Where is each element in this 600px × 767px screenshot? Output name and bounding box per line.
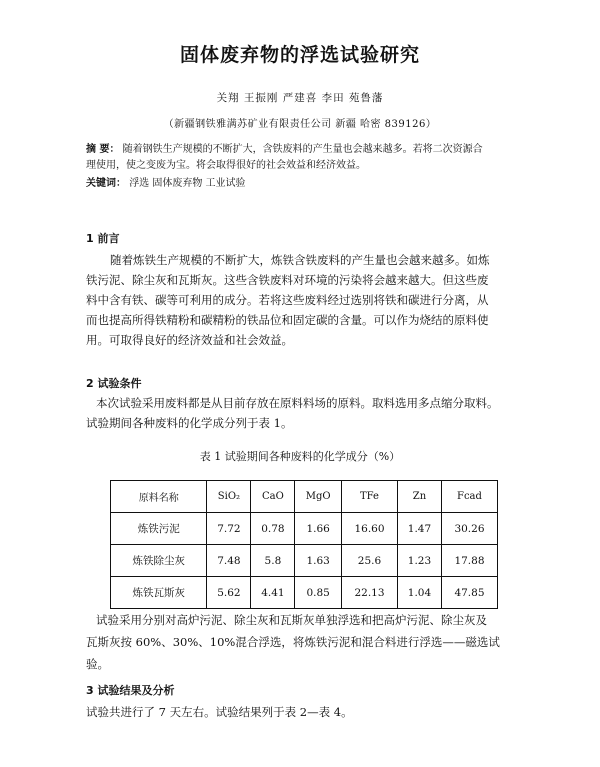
table-cell: 1.47 bbox=[397, 513, 441, 545]
table-cell: 16.60 bbox=[341, 513, 397, 545]
table-cell: 5.62 bbox=[207, 577, 251, 609]
table-cell: 1.66 bbox=[295, 513, 342, 545]
keywords-text: 浮选 固体废弃物 工业试验 bbox=[129, 178, 246, 189]
table-header-cell: 原料名称 bbox=[111, 481, 207, 513]
section-3-line: 试验共进行了 7 天左右。试验结果列于表 2—表 4。 bbox=[86, 705, 353, 719]
table-cell: 22.13 bbox=[341, 577, 397, 609]
abstract-text-1: 随着钢铁生产规模的不断扩大，含铁废料的产生量也会越来越多。若将二次资源合 bbox=[122, 144, 483, 155]
table-cell: 7.48 bbox=[207, 545, 251, 577]
table-header-row bbox=[111, 481, 498, 513]
table-header-cell: CaO bbox=[251, 481, 295, 513]
keywords-label: 关键词： bbox=[86, 178, 126, 189]
table-row bbox=[111, 513, 498, 545]
section-3-heading: 3 试验结果及分析 bbox=[86, 684, 175, 697]
paper-title: 固体废弃物的浮选试验研究 bbox=[179, 44, 420, 66]
section-2-line: 试验期间各种废料的化学成分列于表 1。 bbox=[86, 416, 293, 430]
table-cell: 1.04 bbox=[397, 577, 441, 609]
section-1-line: 用。可取得良好的经济效益和社会效益。 bbox=[86, 333, 293, 347]
section-2-line: 本次试验采用废料都是从目前存放在原料料场的原料。取料选用多点缩分取料。 bbox=[96, 396, 499, 410]
section-1-line: 随着炼铁生产规模的不断扩大，炼铁含铁废料的产生量也会越来越多。如炼 bbox=[110, 253, 490, 267]
section-1-heading: 1 前言 bbox=[86, 232, 120, 245]
table-cell: 1.23 bbox=[397, 545, 441, 577]
affiliation: （新疆钢铁雅满苏矿业有限责任公司 新疆 哈密 839126） bbox=[163, 119, 437, 130]
table-cell: 17.88 bbox=[441, 545, 497, 577]
table-cell: 1.63 bbox=[295, 545, 342, 577]
table-1-caption: 表 1 试验期间各种废料的化学成分（%） bbox=[199, 450, 401, 463]
table-cell: 0.78 bbox=[251, 513, 295, 545]
table-cell: 4.41 bbox=[251, 577, 295, 609]
abstract-label: 摘 要： bbox=[86, 144, 120, 155]
table-cell: 7.72 bbox=[207, 513, 251, 545]
table-cell: 30.26 bbox=[441, 513, 497, 545]
table-header-cell: MgO bbox=[295, 481, 342, 513]
table-1 bbox=[110, 480, 498, 609]
table-header-cell: Fcad bbox=[441, 481, 497, 513]
section-1-line: 料中含有铁、碳等可利用的成分。若将这些废料经过选别将铁和碳进行分离，从 bbox=[86, 293, 489, 307]
abstract-line-2: 理使用，使之变废为宝。将会取得很好的社会效益和经济效益。 bbox=[86, 160, 366, 171]
table-header-cell: SiO₂ bbox=[207, 481, 251, 513]
table-header-cell: TFe bbox=[341, 481, 397, 513]
table-cell: 5.8 bbox=[251, 545, 295, 577]
paragraph-line: 验。 bbox=[86, 657, 109, 671]
table-row bbox=[111, 545, 498, 577]
table-cell: 炼铁污泥 bbox=[111, 513, 207, 545]
table-header-cell: Zn bbox=[397, 481, 441, 513]
abstract-line-1 bbox=[86, 142, 483, 158]
section-2-heading: 2 试验条件 bbox=[86, 377, 142, 390]
section-1-line: 铁污泥、除尘灰和瓦斯灰。这些含铁废料对环境的污染将会越来越大。但这些废 bbox=[86, 273, 489, 287]
paragraph-line: 瓦斯灰按 60%、30%、10%混合浮选，将炼铁污泥和混合料进行浮选——磁选试 bbox=[86, 635, 500, 649]
table-cell: 炼铁除尘灰 bbox=[111, 545, 207, 577]
keywords-line bbox=[86, 176, 246, 192]
table-row bbox=[111, 577, 498, 609]
table-cell: 25.6 bbox=[341, 545, 397, 577]
table-cell: 炼铁瓦斯灰 bbox=[111, 577, 207, 609]
table-cell: 47.85 bbox=[441, 577, 497, 609]
author-list: 关翔 王振刚 严建喜 李田 苑鲁藩 bbox=[216, 92, 384, 104]
table-cell: 0.85 bbox=[295, 577, 342, 609]
paragraph-line: 试验采用分别对高炉污泥、除尘灰和瓦斯灰单独浮选和把高炉污泥、除尘灰及 bbox=[96, 613, 487, 627]
section-1-line: 而也提高所得铁精粉和碳精粉的铁品位和固定碳的含量。可以作为烧结的原料使 bbox=[86, 313, 489, 327]
